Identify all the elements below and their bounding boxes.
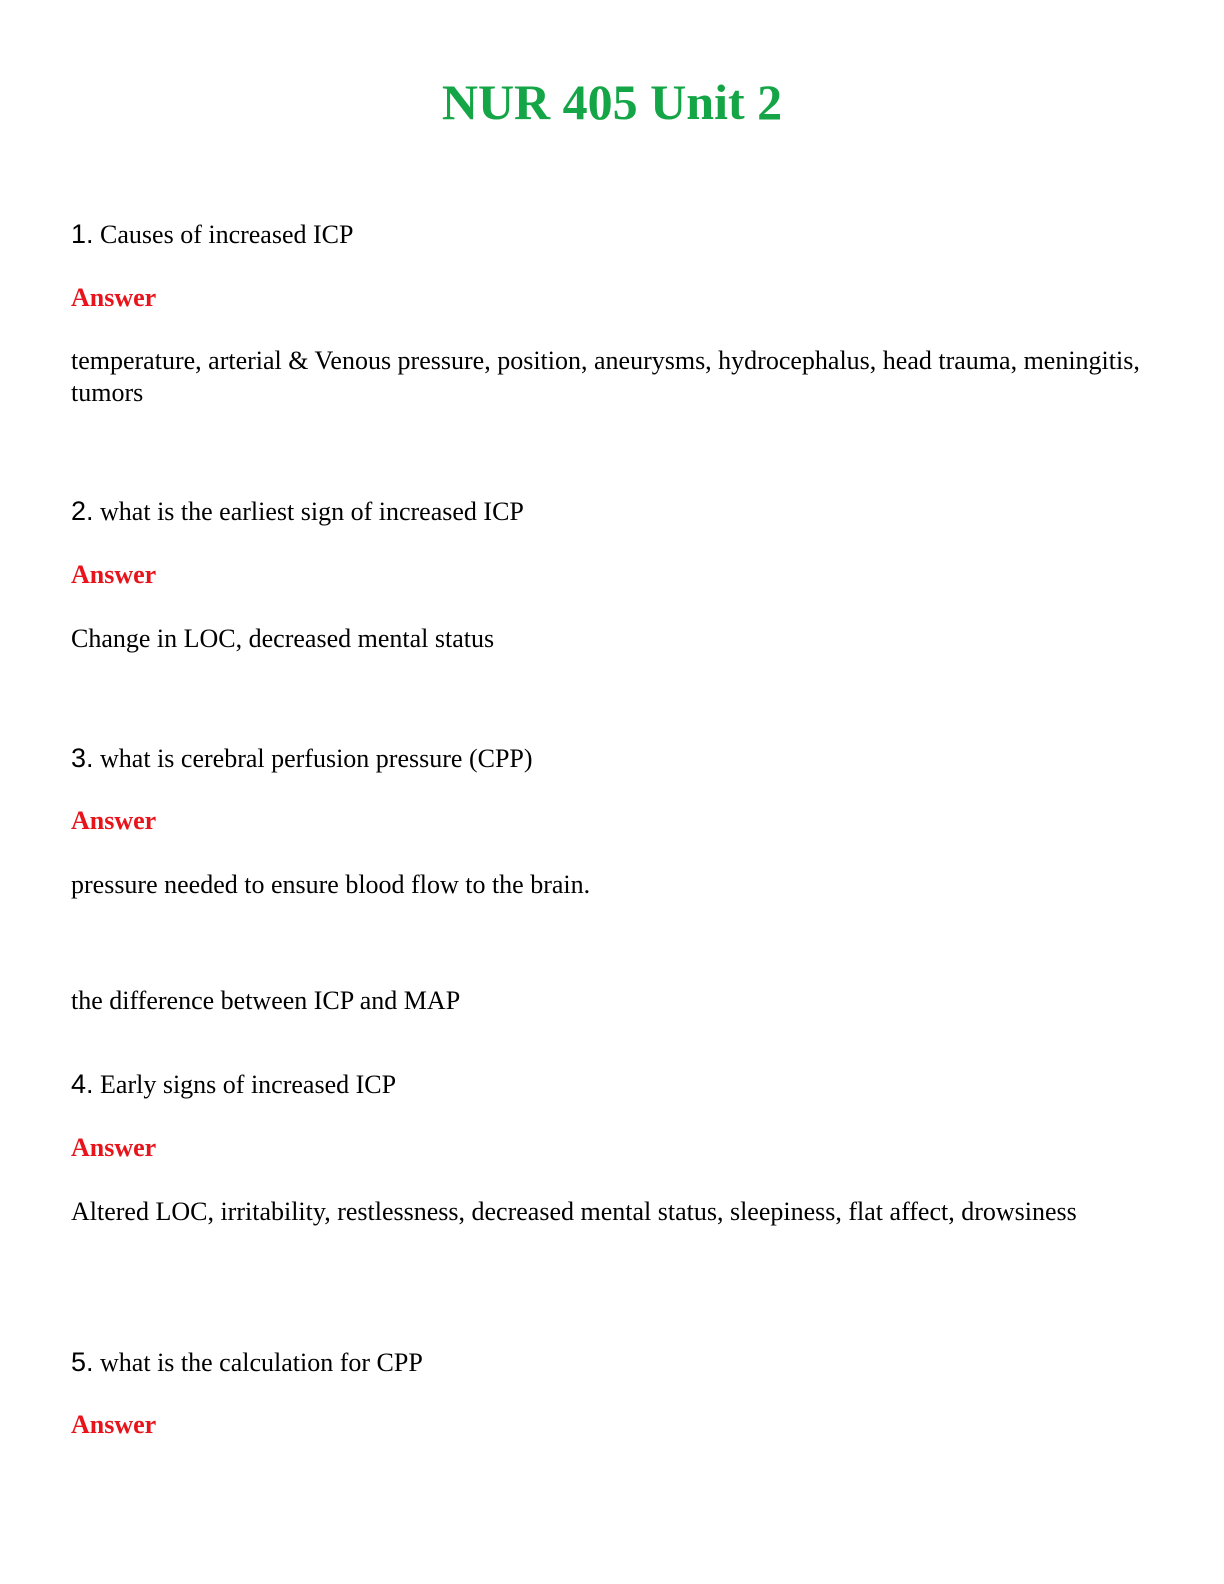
answer-label: Answer — [71, 1410, 157, 1439]
question-text: Causes of increased ICP — [100, 220, 354, 249]
question-number: 4. — [71, 1069, 94, 1099]
answer-label: Answer — [71, 560, 157, 589]
question-1 — [71, 218, 353, 251]
page-title: NUR 405 Unit 2 — [441, 74, 783, 130]
question-5 — [71, 1346, 423, 1379]
question-text: what is the earliest sign of increased ICP — [100, 497, 524, 526]
answer-text: Change in LOC, decreased mental status — [71, 624, 495, 653]
question-number: 5. — [71, 1347, 94, 1377]
question-text: Early signs of increased ICP — [100, 1070, 397, 1099]
answer-text: pressure needed to ensure blood flow to the brain. — [71, 870, 591, 899]
question-2 — [71, 495, 524, 528]
question-number: 1. — [71, 219, 94, 249]
answer-label: Answer — [71, 1133, 157, 1162]
question-4 — [71, 1068, 396, 1101]
answer-text: temperature, arterial & Venous pressure, position, aneurysms, hydrocephalus, head trauma, meningitis, tumors — [71, 346, 1140, 407]
question-text: what is the calculation for CPP — [100, 1348, 423, 1377]
question-text: what is cerebral perfusion pressure (CPP) — [100, 744, 533, 773]
answer-extra-text: the difference between ICP and MAP — [71, 986, 461, 1015]
answer-label: Answer — [71, 806, 157, 835]
answer-label: Answer — [71, 283, 157, 312]
question-number: 2. — [71, 496, 94, 526]
answer-text: Altered LOC, irritability, restlessness, decreased mental status, sleepiness, flat affect, drowsiness — [71, 1197, 1077, 1226]
question-3 — [71, 742, 533, 775]
question-number: 3. — [71, 743, 94, 773]
